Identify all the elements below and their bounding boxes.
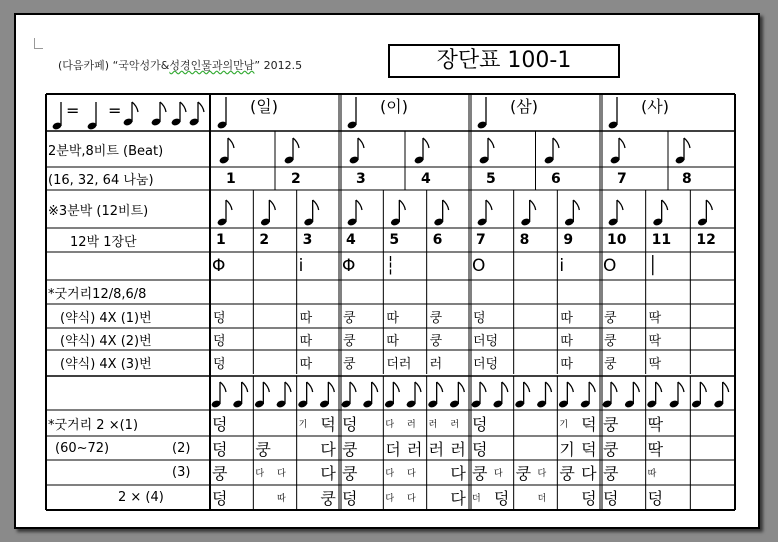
eighth-note-icon xyxy=(217,200,232,227)
full-pattern-syllable: 다 xyxy=(255,469,265,479)
eighth-note-icon xyxy=(349,138,364,165)
full-pattern-syllable: 러 xyxy=(450,419,460,430)
full-pattern-syllable: 쿵 xyxy=(212,464,228,483)
short-pattern-syllable: 따 xyxy=(386,333,399,349)
short-pattern-syllable: 쿵 xyxy=(429,310,443,326)
full-pattern-syllable: 다 xyxy=(320,464,336,483)
full-pattern-syllable: 쿵 xyxy=(603,464,619,483)
stroke-symbol: i xyxy=(298,256,304,276)
sixteenth-note-icon xyxy=(558,382,573,409)
row-label-two-beat: 2분박,8비트 (Beat) xyxy=(48,143,164,159)
twelve-beat-number: 4 xyxy=(346,232,356,248)
full-pattern-syllable: 덩 xyxy=(603,489,619,508)
sixteenth-note-icon xyxy=(691,382,706,409)
short-pattern-syllable: 쿵 xyxy=(343,356,356,372)
eighth-note-icon xyxy=(151,102,166,127)
twelve-beat-number: 7 xyxy=(476,232,486,248)
full-pattern-syllable: 덩 xyxy=(212,439,228,459)
beat-header-2: (이) xyxy=(380,96,408,116)
row-label-full-2: (2) xyxy=(172,440,191,456)
sixteenth-note-icon xyxy=(669,382,684,409)
short-pattern-syllable: 덩 xyxy=(213,333,226,349)
full-pattern-syllable: 쿵 xyxy=(472,464,488,483)
eighth-note-icon xyxy=(544,138,559,165)
twelve-beat-number: 8 xyxy=(519,232,530,248)
full-pattern-syllable: 덩 xyxy=(581,489,597,508)
short-pattern-syllable: 더덩 xyxy=(473,356,499,372)
eighth-note-icon xyxy=(260,200,275,227)
sixteenth-note-icon xyxy=(384,382,399,409)
sixteenth-note-icon xyxy=(493,382,508,409)
sixteenth-note-icon xyxy=(341,382,356,409)
twelve-beat-number: 3 xyxy=(302,232,313,248)
full-pattern-syllable: 쿵 xyxy=(603,439,619,459)
row-label-full-1: *굿거리 2 ×(1) xyxy=(48,417,139,433)
sixteenth-note-icon xyxy=(624,382,639,409)
twelve-beat-number: 11 xyxy=(651,232,672,248)
full-pattern-syllable: 쿵 xyxy=(255,439,271,459)
full-pattern-syllable: 다 xyxy=(320,439,336,459)
stroke-symbol: O xyxy=(472,256,486,276)
full-pattern-syllable: 딱 xyxy=(647,414,664,434)
full-pattern-syllable: 쿵 xyxy=(559,464,575,483)
legend-equals-1: = xyxy=(66,100,80,120)
short-pattern-syllable: 딱 xyxy=(648,310,662,326)
row-label-full-2-tempo: (60~72) xyxy=(55,440,110,456)
eight-beat-number: 8 xyxy=(682,170,692,187)
full-pattern-syllable: 쿵 xyxy=(603,414,619,434)
eight-beat-number: 4 xyxy=(421,170,431,187)
eighth-note-icon xyxy=(610,138,625,165)
full-pattern-syllable: 다 xyxy=(385,494,395,504)
full-pattern-syllable: 더 xyxy=(537,494,547,504)
sixteenth-note-icon xyxy=(406,382,421,409)
full-pattern-syllable: 기 xyxy=(298,419,308,430)
full-pattern-syllable: 다 xyxy=(407,494,416,504)
stroke-symbol: Φ xyxy=(342,256,356,276)
beat-header-1: (일) xyxy=(250,96,278,116)
full-pattern-syllable: 다 xyxy=(385,419,395,430)
note-underlined: 성경인물과의만남 xyxy=(169,59,255,72)
twelve-beat-number: 1 xyxy=(216,232,226,248)
page-title: 장단표 100-1 xyxy=(388,44,620,78)
short-pattern-syllable: 따 xyxy=(299,310,313,326)
short-pattern-syllable: 따 xyxy=(299,356,313,372)
eighth-note-icon xyxy=(390,200,405,227)
eighth-note-icon xyxy=(697,200,712,227)
eight-beat-number: 3 xyxy=(356,170,366,187)
full-pattern-syllable: 덕 xyxy=(581,439,597,459)
full-pattern-syllable: 다 xyxy=(493,469,503,479)
dotted-quarter-note-icon xyxy=(87,102,98,131)
quarter-note-icon xyxy=(347,97,358,130)
stroke-symbol: ┆ xyxy=(385,256,396,276)
sixteenth-note-icon xyxy=(297,382,312,409)
row-label-gutgeori: *굿거리12/8,6/8 xyxy=(48,286,147,302)
full-pattern-syllable: 덩 xyxy=(342,489,358,508)
short-pattern-syllable: 딱 xyxy=(648,333,662,349)
sixteenth-note-icon xyxy=(536,382,551,409)
stroke-symbol: i xyxy=(559,256,565,276)
short-pattern-syllable: 더덩 xyxy=(473,333,499,349)
full-pattern-syllable: 기 xyxy=(559,439,575,459)
short-pattern-syllable: 더러 xyxy=(386,356,412,372)
eighth-note-icon xyxy=(303,200,318,227)
eight-beat-number: 7 xyxy=(617,170,627,187)
row-label-three-beat: ※3분박 (12비트) xyxy=(48,203,149,219)
full-pattern-syllable: 다 xyxy=(537,469,547,479)
full-pattern-syllable: 러 xyxy=(450,439,466,459)
quarter-note-icon xyxy=(477,97,488,130)
eighth-note-icon xyxy=(652,200,667,227)
full-pattern-syllable: 덩 xyxy=(342,414,358,434)
sixteenth-note-icon xyxy=(580,382,595,409)
sixteenth-note-icon xyxy=(276,382,291,409)
full-pattern-syllable: 다 xyxy=(450,464,466,483)
stroke-symbol: │ xyxy=(647,256,658,276)
full-pattern-syllable: 다 xyxy=(385,469,395,479)
sixteenth-note-icon xyxy=(362,382,377,409)
short-pattern-syllable: 덩 xyxy=(213,310,226,326)
eighth-note-icon xyxy=(564,200,579,227)
sixteenth-note-icon xyxy=(602,382,617,409)
full-pattern-syllable: 더 xyxy=(472,494,481,504)
full-pattern-syllable: 쿵 xyxy=(320,489,336,508)
eighth-note-icon xyxy=(347,200,362,227)
eighth-note-icon xyxy=(123,102,138,127)
full-pattern-syllable: 덩 xyxy=(212,414,228,434)
sixteenth-note-icon xyxy=(646,382,661,409)
eighth-note-icon xyxy=(219,138,234,165)
eight-beat-number: 2 xyxy=(291,170,301,187)
eighth-note-icon xyxy=(675,138,690,165)
eight-beat-number: 5 xyxy=(486,170,496,187)
full-pattern-syllable: 더 xyxy=(385,439,401,459)
eighth-note-icon xyxy=(608,200,623,227)
full-pattern-syllable: 덩 xyxy=(472,439,488,459)
twelve-beat-number: 10 xyxy=(607,232,627,248)
sixteenth-note-icon xyxy=(713,382,728,409)
eighth-note-icon xyxy=(284,138,299,165)
short-pattern-syllable: 쿵 xyxy=(343,333,356,349)
beat-header-4: (사) xyxy=(641,96,669,116)
full-pattern-syllable: 다 xyxy=(450,489,466,508)
sixteenth-note-icon xyxy=(232,382,247,409)
short-pattern-syllable: 쿵 xyxy=(604,310,617,326)
eight-beat-number: 1 xyxy=(226,170,236,187)
short-pattern-syllable: 따 xyxy=(560,356,573,372)
eight-beat-number: 6 xyxy=(551,170,561,187)
short-pattern-syllable: 쿵 xyxy=(604,333,617,349)
full-pattern-syllable: 러 xyxy=(407,419,416,430)
sixteenth-note-icon xyxy=(449,382,464,409)
short-pattern-syllable: 쿵 xyxy=(429,333,443,349)
full-pattern-syllable: 쿵 xyxy=(342,439,358,459)
row-label-full-3: (3) xyxy=(172,465,191,480)
full-pattern-syllable: 다 xyxy=(581,464,597,483)
short-pattern-syllable: 딱 xyxy=(648,356,662,372)
eighth-note-icon xyxy=(414,138,429,165)
eighth-note-icon xyxy=(520,200,535,227)
short-pattern-syllable: 쿵 xyxy=(604,356,617,372)
full-pattern-syllable: 기 xyxy=(559,419,569,430)
full-pattern-syllable: 덩 xyxy=(647,489,664,508)
note-suffix: ” 2012.5 xyxy=(254,59,303,72)
row-label-short-2: (약식) 4X (2)번 xyxy=(60,333,152,349)
quarter-note-icon xyxy=(52,102,63,131)
quarter-note-icon xyxy=(608,97,619,130)
short-pattern-syllable: 덩 xyxy=(473,310,486,326)
full-pattern-syllable: 러 xyxy=(407,439,423,459)
full-pattern-syllable: 쿵 xyxy=(515,464,532,483)
full-pattern-syllable: 다 xyxy=(277,469,286,479)
twelve-beat-number: 9 xyxy=(563,232,574,248)
legend-equals-2: = xyxy=(108,100,122,120)
twelve-beat-number: 12 xyxy=(696,232,716,248)
eighth-note-icon xyxy=(171,102,186,127)
stroke-symbol: Φ xyxy=(212,256,226,276)
eighth-note-icon xyxy=(477,200,492,227)
quarter-note-icon xyxy=(217,97,228,130)
row-label-short-3: (약식) 4X (3)번 xyxy=(60,356,152,372)
stroke-symbol: O xyxy=(603,256,617,276)
short-pattern-syllable: 따 xyxy=(386,310,399,326)
twelve-beat-number: 6 xyxy=(432,232,443,248)
sixteenth-note-icon xyxy=(514,382,529,409)
full-pattern-syllable: 따 xyxy=(277,494,286,504)
sixteenth-note-icon xyxy=(319,382,334,409)
short-pattern-syllable: 따 xyxy=(560,310,573,326)
beat-header-3: (삼) xyxy=(510,96,538,116)
sixteenth-note-icon xyxy=(427,382,442,409)
sixteenth-note-icon xyxy=(254,382,269,409)
eighth-note-icon xyxy=(433,200,448,227)
twelve-beat-number: 2 xyxy=(259,232,270,248)
full-pattern-syllable: 다 xyxy=(407,469,416,479)
sixteenth-note-icon xyxy=(211,382,226,409)
short-pattern-syllable: 따 xyxy=(560,333,573,349)
short-pattern-syllable: 덩 xyxy=(213,356,226,372)
full-pattern-syllable: 러 xyxy=(428,419,438,430)
full-pattern-syllable: 덩 xyxy=(212,489,228,508)
row-label-division: (16, 32, 64 나눔) xyxy=(48,173,154,188)
full-pattern-syllable: 덩 xyxy=(493,489,510,508)
full-pattern-syllable: 따 xyxy=(647,469,657,479)
full-pattern-syllable: 덕 xyxy=(581,414,597,434)
row-label-short-1: (약식) 4X (1)번 xyxy=(60,310,152,326)
short-pattern-syllable: 따 xyxy=(299,333,313,349)
short-pattern-syllable: 쿵 xyxy=(343,310,356,326)
row-label-twelve-beat: 12박 1장단 xyxy=(70,234,137,250)
short-pattern-syllable: 러 xyxy=(429,356,443,372)
eighth-note-icon xyxy=(189,102,204,127)
eighth-note-icon xyxy=(479,138,494,165)
row-label-full-4: 2 × (4) xyxy=(118,490,164,505)
full-pattern-syllable: 러 xyxy=(428,439,445,459)
full-pattern-syllable: 쿵 xyxy=(342,464,358,483)
full-pattern-syllable: 덩 xyxy=(472,414,488,434)
twelve-beat-number: 5 xyxy=(389,232,400,248)
note-prefix: (다음카페) “국악성가& xyxy=(58,59,170,72)
sixteenth-note-icon xyxy=(471,382,486,409)
full-pattern-syllable: 딱 xyxy=(647,439,664,459)
full-pattern-syllable: 덕 xyxy=(320,414,336,434)
